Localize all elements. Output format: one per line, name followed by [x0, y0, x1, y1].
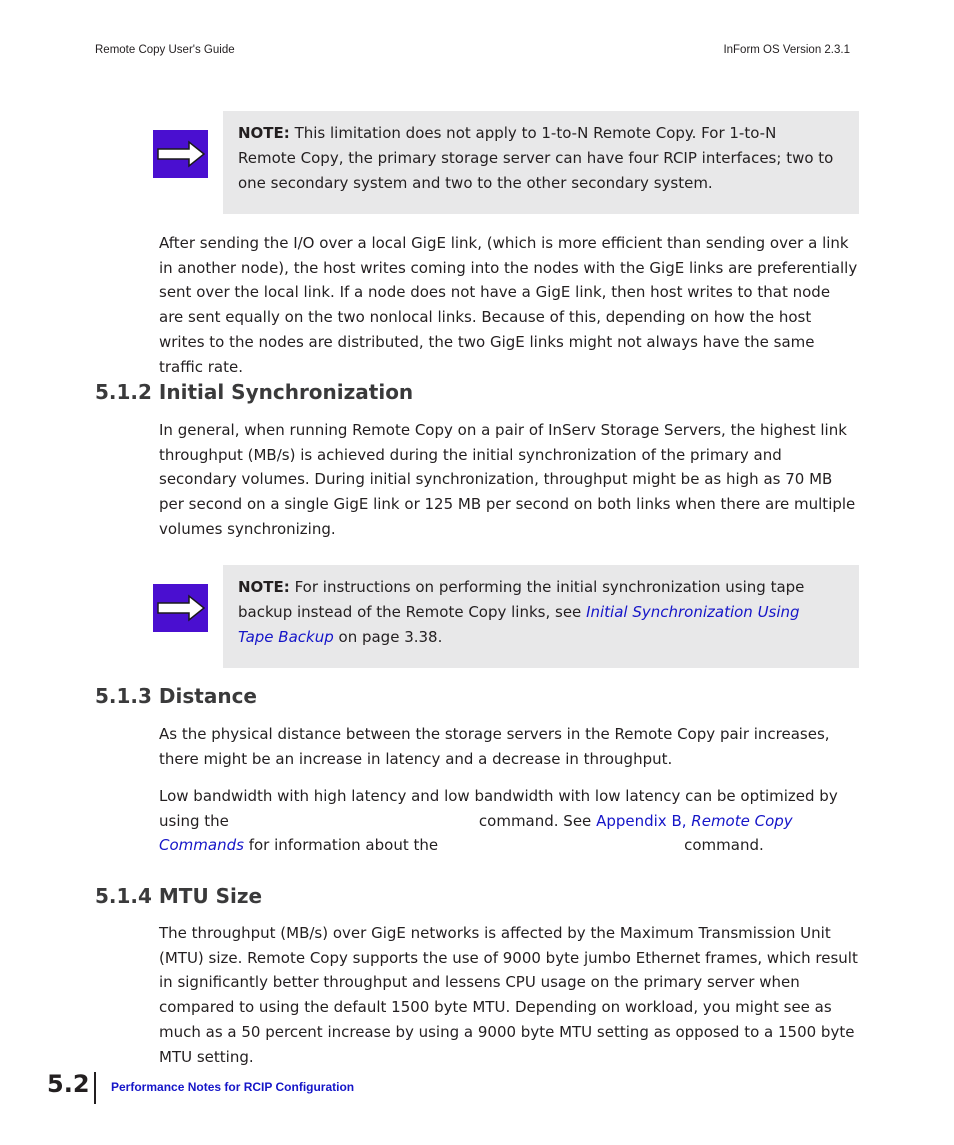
- para-text: command. See: [478, 811, 592, 830]
- note-arrow-icon: [153, 130, 208, 178]
- para-text: for information about the: [248, 836, 439, 855]
- section-heading-initial-sync: 5.1.2 Initial Synchronization: [95, 380, 414, 404]
- note-label: NOTE:: [238, 124, 290, 142]
- note-text-end: on page 3.38.: [333, 628, 443, 646]
- running-header-version: InForm OS Version 2.3.1: [723, 44, 850, 56]
- note-arrow-icon: [153, 584, 208, 632]
- note-label: NOTE:: [238, 578, 290, 596]
- body-paragraph: In general, when running Remote Copy on a pair of InServ Storage Servers, the highest link throughput (MB/s) is achieved during the initial synchronization of the primary and secondary volumes. During initial synchronization, throughput might be as high as 70 MB per second on a single GigE link or 125 MB per second on both links when there are multiple volumes synchronizing.: [159, 421, 856, 538]
- note-text: This limitation does not apply to 1-to-N Remote Copy. For 1-to-N Remote Copy, the primary storage server can have four RCIP interfaces; two to one secondary system and two to the other secondary system.: [238, 124, 834, 192]
- remote-copy-commands-link[interactable]: Remote Copy Commands: [159, 811, 793, 855]
- para-text: Low bandwidth with high latency and low bandwidth with low latency can be optimized by using the: [159, 787, 838, 830]
- body-paragraph: The throughput (MB/s) over GigE networks is affected by the Maximum Transmission Unit (MTU) size. Remote Copy supports the use of 9000 byte jumbo Ethernet frames, which result in significantly better throughput and lessens CPU usage on the primary server when compared to using the default 1500 byte MTU. Depending on workload, you might see as much as a 50 percent increase by using a 9000 byte MTU setting as opposed to a 1500 byte MTU setting.: [159, 924, 858, 1066]
- appendix-link[interactable]: Appendix B,: [596, 811, 687, 830]
- note-box: [223, 565, 859, 668]
- section-heading-mtu-size: 5.1.4 MTU Size: [95, 884, 263, 908]
- running-header-title: Remote Copy User's Guide: [95, 44, 235, 56]
- para-text: command.: [684, 836, 764, 855]
- body-paragraph: [159, 784, 859, 858]
- body-paragraph: As the physical distance between the storage servers in the Remote Copy pair increases, there might be an increase in latency and a decrease in throughput.: [159, 725, 830, 768]
- note-box: [223, 111, 859, 214]
- page-number: 5.2: [47, 1070, 90, 1098]
- note-text: For instructions on performing the initial synchronization using tape backup instead of the Remote Copy links, see: [238, 578, 805, 621]
- body-paragraph: After sending the I/O over a local GigE link, (which is more efficient than sending over a link in another node), the host writes coming into the nodes with the GigE links are preferentially sent over the local link. If a node does not have a GigE link, then host writes to that node are sent equally on the two nonlocal links. Because of this, depending on how the host writes to the nodes are distributed, the two GigE links might not always have the same traffic rate.: [159, 234, 858, 376]
- cross-reference-link[interactable]: Initial Synchronization Using Tape Backup: [238, 603, 800, 646]
- section-heading-distance: 5.1.3 Distance: [95, 684, 257, 708]
- footer-section-title: Performance Notes for RCIP Configuration: [111, 1080, 355, 1094]
- footer-divider: [94, 1072, 96, 1104]
